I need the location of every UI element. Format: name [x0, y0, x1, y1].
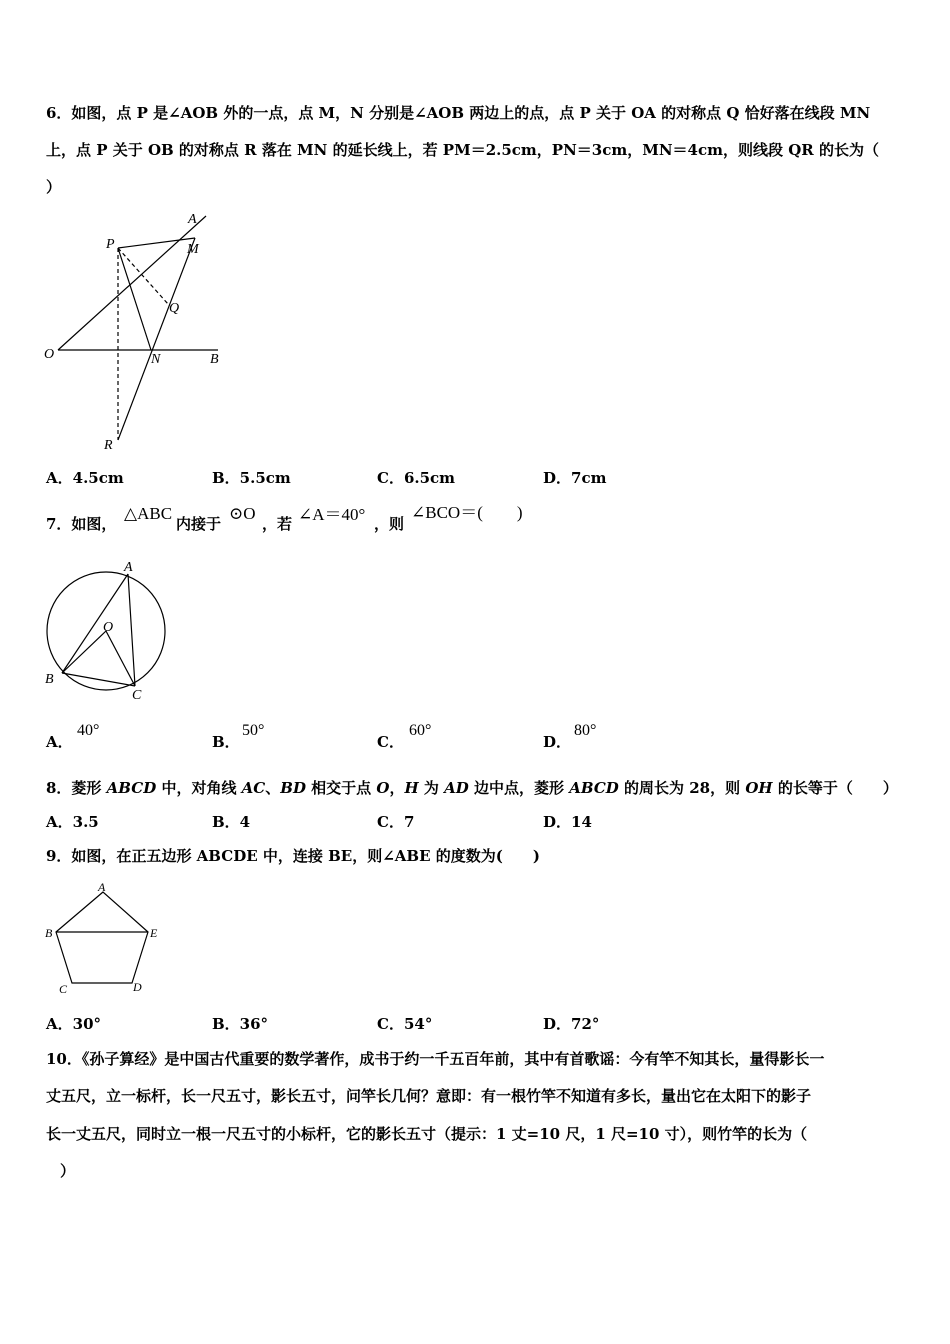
q6-label-N: N [151, 352, 161, 367]
q7-label-O: O [103, 620, 114, 635]
q7-prefix: 7．如图， [46, 515, 117, 533]
q6-option-d[interactable]: D．7cm [543, 469, 607, 487]
q7-option-d-value: 80° [574, 722, 597, 739]
q7-figure [40, 556, 180, 706]
q7-label-B: B [45, 672, 54, 687]
q7-then: ，则 [374, 515, 405, 533]
q7-option-d[interactable]: D． [543, 733, 572, 751]
q7-triangle-abc: △ABC [124, 504, 173, 523]
q9-label-D: D [133, 980, 142, 994]
q8-part: H [404, 779, 419, 797]
q9-label-C: C [59, 982, 68, 996]
q8-part: 相交于点 [305, 779, 377, 797]
q6-option-b[interactable]: B．5.5cm [212, 469, 291, 487]
q6-label-Q: Q [169, 301, 180, 316]
q8-option-b[interactable]: B．4 [212, 813, 251, 831]
q10-line-1: 10．《孙子算经》是中国古代重要的数学著作，成书于约一千五百年前，其中有首歌谣：今有竿不知其长，量得影长一 [46, 1050, 825, 1068]
q6-line-3: ） [46, 178, 62, 196]
q8-part: 的周长为 28，则 [618, 779, 746, 797]
q7-circle-o: ⊙O [229, 504, 256, 523]
q8-part: BD [280, 779, 306, 797]
q8-part: ， [389, 779, 405, 797]
q9-option-b[interactable]: B．36° [212, 1015, 269, 1033]
q8-part: 8．菱形 [46, 779, 107, 797]
q8-part: ABCD [569, 779, 619, 797]
q8-part: O [376, 779, 390, 797]
q8-part: 边中点，菱形 [468, 779, 570, 797]
q9-label-B: B [45, 926, 53, 940]
q7-option-b[interactable]: B． [212, 733, 240, 751]
q9-label-A: A [98, 880, 106, 894]
q8-stem [46, 778, 898, 798]
q8-part: 的长等于（ ） [772, 779, 898, 797]
q9-option-a[interactable]: A．30° [46, 1015, 102, 1033]
q7-angle-a: ∠A＝40° [298, 505, 366, 524]
q7-label-A: A [124, 560, 133, 575]
q7-angle-bco: ∠BCO＝( ) [411, 503, 523, 522]
q8-part: AC [241, 779, 266, 797]
q9-label-E: E [150, 926, 158, 940]
q8-part: AD [444, 779, 469, 797]
q9-option-d[interactable]: D．72° [543, 1015, 600, 1033]
q6-line-1: 6．如图，点 P 是∠AOB 外的一点，点 M，N 分别是∠AOB 两边上的点，点 P 关于 OA 的对称点 Q 恰好落在线段 MN [46, 104, 871, 122]
q7-label-C: C [132, 688, 142, 703]
q6-label-A: A [188, 212, 197, 227]
q8-part: OH [745, 779, 773, 797]
q6-figure [40, 208, 240, 453]
q8-option-a[interactable]: A．3.5 [46, 813, 99, 831]
q6-option-a[interactable]: A．4.5cm [46, 469, 124, 487]
q7-option-a-value: 40° [77, 722, 100, 739]
q8-part: 为 [418, 779, 445, 797]
q9-stem: 9．如图，在正五边形 ABCDE 中，连接 BE，则∠ABE 的度数为( ) [46, 847, 540, 865]
q7-option-a[interactable]: A． [46, 733, 73, 751]
q7-if: ，若 [262, 515, 293, 533]
q7-option-c[interactable]: C． [377, 733, 404, 751]
q7-inscribed: 内接于 [176, 515, 222, 533]
q6-label-M: M [187, 242, 199, 257]
q8-part: 中，对角线 [156, 779, 242, 797]
q10-line-3: 长一丈五尺，同时立一根一尺五寸的小标杆，它的影长五寸（提示：1 丈=10 尺，1 尺=10 寸），则竹竿的长为（ [46, 1125, 808, 1143]
q6-label-B: B [210, 352, 219, 367]
q6-label-O: O [44, 347, 55, 362]
q7-option-c-value: 60° [409, 722, 432, 739]
q8-option-d[interactable]: D．14 [543, 813, 592, 831]
q7-option-b-value: 50° [242, 722, 265, 739]
q9-option-c[interactable]: C．54° [377, 1015, 433, 1033]
q6-option-c[interactable]: C．6.5cm [377, 469, 456, 487]
q10-line-4: ） [60, 1162, 76, 1180]
q6-label-R: R [104, 438, 113, 453]
q10-line-2: 丈五尺，立一标杆，长一尺五寸，影长五寸，问竿长几何？意即：有一根竹竿不知道有多长，量出它在太阳下的影子 [46, 1087, 812, 1105]
q8-part: 、 [265, 779, 281, 797]
q6-label-P: P [106, 237, 115, 252]
q8-part: ABCD [106, 779, 157, 797]
q8-option-c[interactable]: C．7 [377, 813, 415, 831]
q9-figure [40, 880, 170, 998]
q6-line-2: 上，点 P 关于 OB 的对称点 R 落在 MN 的延长线上，若 PM＝2.5cm，PN＝3cm，MN＝4cm，则线段 QR 的长为（ [46, 141, 879, 159]
